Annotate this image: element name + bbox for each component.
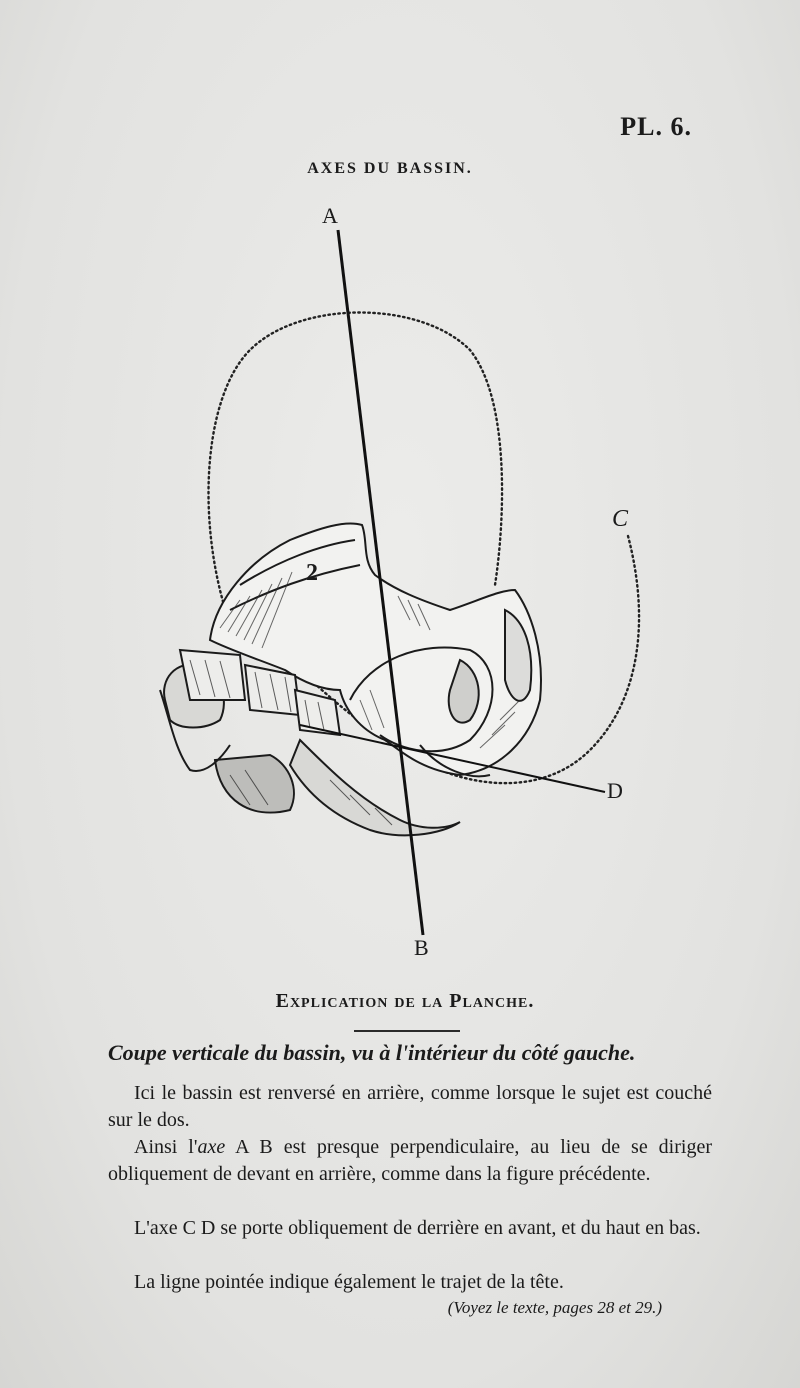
paragraph-4: La ligne pointée indique également le trajet de la tête. [134, 1271, 564, 1293]
plate-number: PL. 6. [620, 112, 692, 141]
label-c: C [612, 506, 629, 532]
text-reference: (Voyez le texte, pages 28 et 29.) [447, 1298, 662, 1317]
paragraph-2 [108, 1134, 712, 1188]
label-b: B [414, 935, 429, 960]
label-bone-2: 2 [306, 560, 318, 586]
label-d: D [607, 778, 623, 803]
paragraph-1: Ici le bassin est renversé en arrière, comme lorsque le sujet est couché sur le dos. [108, 1082, 712, 1131]
heading-rule [354, 1030, 460, 1032]
label-a: A [322, 203, 338, 228]
p2-axe: axe [197, 1136, 226, 1158]
plate-title: AXES DU BASSIN. [307, 160, 473, 177]
pelvis-bone [210, 523, 541, 776]
explanation-heading: Explication de la Planche. [275, 990, 535, 1012]
p2-before: Ainsi l' [134, 1136, 198, 1158]
figure-subtitle: Coupe verticale du bassin, vu à l'intérieur du côté gauche. [108, 1040, 636, 1065]
p2-after: A B est presque perpendiculaire, au lieu de se diriger obliquement de devant en arrière, comme dans la figure précédente. [108, 1136, 712, 1185]
paragraph-3: L'axe C D se porte obliquement de derrière en avant, et du haut en bas. [134, 1217, 701, 1239]
